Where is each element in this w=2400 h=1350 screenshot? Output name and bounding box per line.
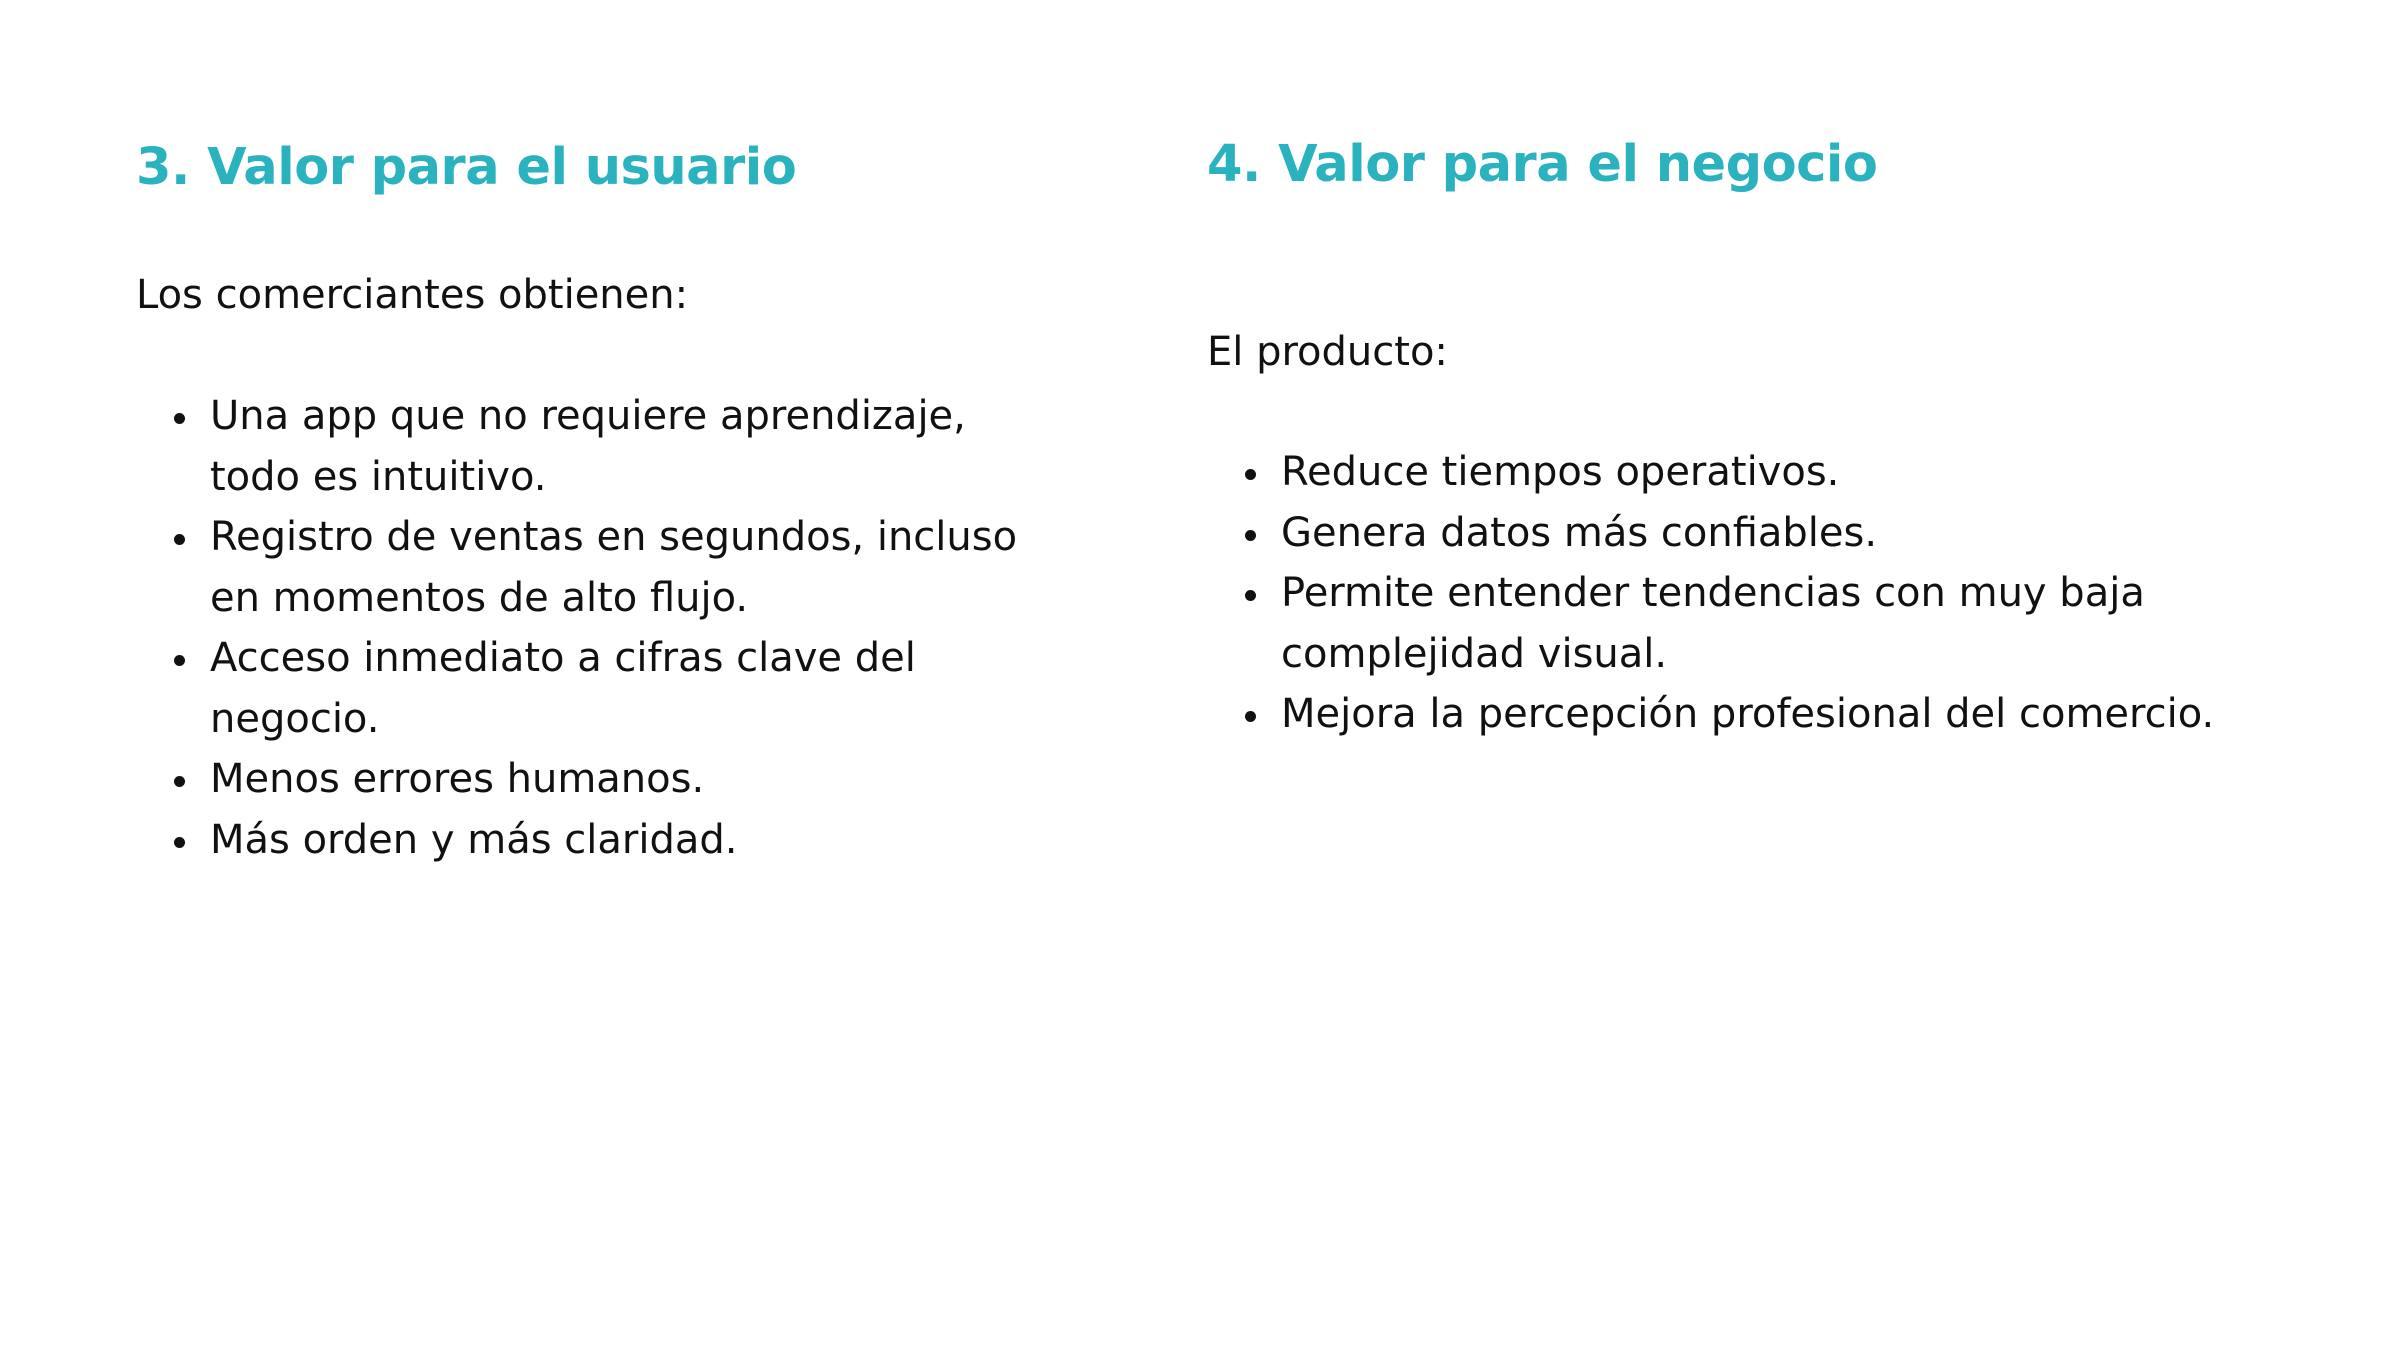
bullet-icon xyxy=(174,655,185,666)
list-item-text: Registro de ventas en segundos, incluso en momentos de alto flujo. xyxy=(210,514,1018,621)
list-item-text: Genera datos más confiables. xyxy=(1281,509,1878,556)
list-item-text: Mejora la percepción profesional del comercio. xyxy=(1281,691,2215,737)
list-item xyxy=(1207,684,2307,745)
bullet-icon xyxy=(174,837,185,848)
bullet-icon xyxy=(174,534,185,545)
list-item xyxy=(1207,503,2307,564)
bullet-icon xyxy=(1245,590,1256,601)
user-value-intro: Los comerciantes obtienen: xyxy=(136,272,689,318)
business-value-heading: 4. Valor para el negocio xyxy=(1207,135,1878,194)
list-item xyxy=(1207,563,2307,684)
list-item-text: Una app que no requiere aprendizaje, todo es intuitivo. xyxy=(210,393,966,500)
list-item xyxy=(136,507,1036,628)
list-item-text: Permite entender tendencias con muy baja complejidad visual. xyxy=(1281,570,2145,677)
business-value-list xyxy=(1207,442,2307,745)
bullet-icon xyxy=(174,413,185,424)
bullet-icon xyxy=(1245,530,1256,541)
user-value-heading: 3. Valor para el usuario xyxy=(136,138,797,197)
user-value-list xyxy=(136,386,1036,870)
business-value-intro: El producto: xyxy=(1207,329,1448,375)
bullet-icon xyxy=(174,776,185,787)
bullet-icon xyxy=(1245,469,1256,480)
list-item xyxy=(136,810,1036,871)
list-item-text: Más orden y más claridad. xyxy=(210,816,738,863)
list-item xyxy=(136,749,1036,810)
list-item-text: Menos errores humanos. xyxy=(210,756,705,802)
list-item-text: Reduce tiempos operativos. xyxy=(1281,449,1840,495)
list-item-text: Acceso inmediato a cifras clave del negocio. xyxy=(210,635,916,742)
list-item xyxy=(1207,442,2307,503)
list-item xyxy=(136,628,1036,749)
bullet-icon xyxy=(1245,711,1256,722)
list-item xyxy=(136,386,1036,507)
